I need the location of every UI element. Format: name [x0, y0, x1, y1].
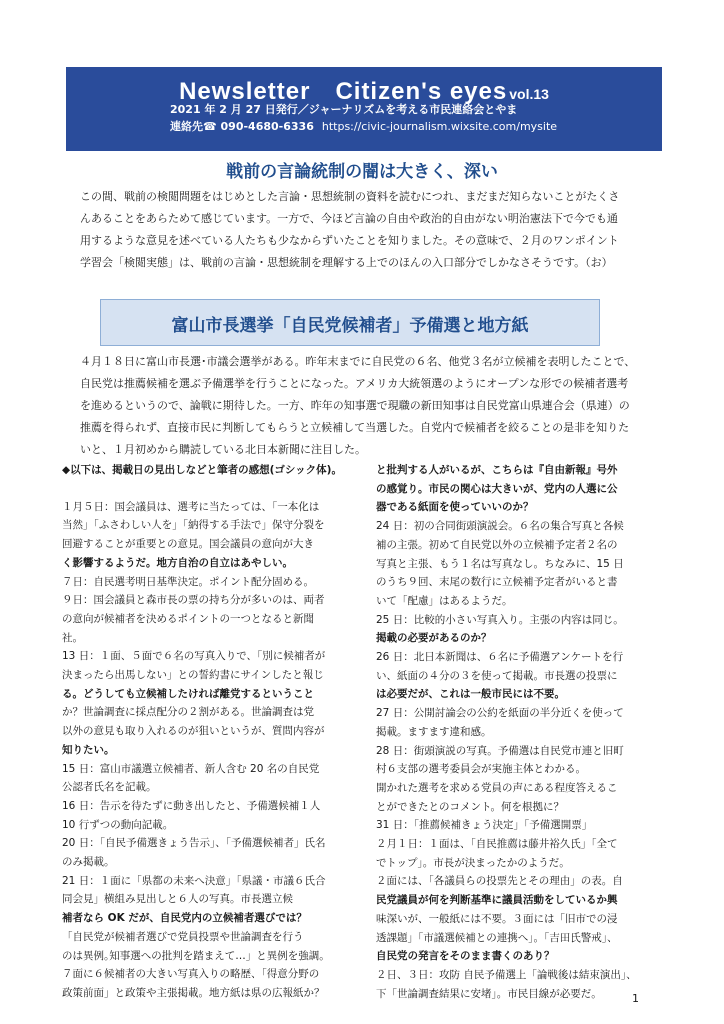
text-line: いて「配慮」はあるようだ。 — [376, 594, 513, 607]
text-line: る。どうしても立候補したければ離党するということ — [62, 687, 314, 700]
text-line: 当然」「ふさわしい人を」「納得する手法で」保守分裂を — [62, 519, 325, 532]
text-line: のうち９回、末尾の数行に立候補予定者がいると書 — [376, 576, 618, 589]
publish-date-line: 2021 年 2 月 27 日発行／ジャーナリズムを考える市民連絡会とやま — [170, 103, 518, 116]
text-line: 学習会「検閲実態」は、戦前の言論・思想統制を理解する上でのほんの入口部分でしかなさそうです。（お） — [80, 256, 613, 269]
text-line: ２面には、「各議員らの投票先とその理由」の表。自 — [376, 875, 623, 888]
text-line: 知りたい。 — [62, 743, 115, 756]
text-line: んあることをあらためて感じています。一方で、今ほど言論の自由や政治的自由がない明治憲法下で今でも通 — [80, 212, 618, 225]
paragraph-gap — [62, 480, 358, 498]
text-line: でトップ」。市長が決まったかのようだ。 — [376, 856, 570, 869]
text-line: 24 日：初の合同街頭演説会。６名の集合写真と各候 — [376, 520, 624, 533]
text-line: く影響するようだ。地方自治の自立はあやしい。 — [62, 556, 293, 569]
article2-right-column — [376, 461, 672, 1003]
text-line: 公認者氏名を記載。 — [62, 781, 157, 794]
contact-phone: 連絡先☎ 090-4680-6336 — [170, 120, 314, 133]
text-line: 民党議員が何を判断基準に議員活動をしているか興 — [376, 894, 618, 907]
text-line: 味深いが、一般紙には不要。３面には「旧市での浸 — [376, 912, 618, 925]
website-url: https://civic-journalism.wixsite.com/mysite — [321, 120, 558, 133]
text-line: 自民党は推薦候補を選ぶ予備選挙を行うことになった。アメリカ大統領選のようにオープンな形での候補者選考 — [80, 377, 629, 390]
text-line: か？世論調査に採点配分の２割がある。世論調査は党 — [62, 706, 314, 719]
text-line: い、紙面の４分の３を使って掲載。市長選の投票に — [376, 669, 618, 682]
text-line: 補の主張。初めて自民党以外の立候補予定者２名の — [376, 538, 618, 551]
text-line: と批判する人がいるが、こちらは『自由新報』号外 — [376, 464, 618, 476]
text-line: ４月１８日に富山市長選･市議会選挙がある。昨年末までに自民党の６名、他党３名が立候補を表明したことで、 — [80, 355, 636, 368]
text-line: 政策前面」と政策や主張掲載。地方紙は県の広報紙か？ — [62, 986, 325, 999]
volume-label: vol.13 — [509, 86, 549, 102]
text-line: ９日：国会議員と森市長の票の持ち分が多いのは、両者 — [62, 594, 325, 607]
text-line: 20 日：「自民予備選きょう告示」、「予備選候補者」氏名 — [62, 837, 326, 850]
text-line: 同会見」横組み見出しと６人の写真。市長選立候 — [62, 893, 293, 906]
text-line: この間、戦前の検閲問題をはじめとした言論・思想統制の資料を読むにつれ、まだまだ知らないことがたくさ — [80, 190, 620, 203]
text-line: 掲載の必要があるのか？ — [376, 632, 492, 645]
text-line: は必要だが、これは一般市民には不要。 — [376, 688, 565, 701]
text-line: 補者なら OK だが、自民党内の立候補者選びでは？ — [62, 912, 307, 925]
text-line: 透課題」「市議選候補との連携へ」。「吉田氏警戒」、 — [376, 931, 618, 944]
text-line: 自民党の発言をそのまま書くのあり？ — [376, 950, 555, 963]
text-line: 回避することが重要との意見。国会議員の意向が大き — [62, 538, 314, 551]
title-text: Newsletter Citizen's eyes — [179, 78, 508, 105]
text-line: 27 日：公開討論会の公約を紙面の半分近くを使って — [376, 707, 624, 720]
text-line: 「自民党が候補者選びで党員投票や世論調査を行う — [62, 930, 304, 943]
text-line: 15 日：富山市議選立候補者、新人含む 20 名の自民党 — [62, 762, 320, 775]
article2-title: 富山市長選挙「自民党候補者」予備選と地方紙 — [171, 316, 529, 336]
text-line: ◆以下は、掲載日の見出しなどと筆者の感想(ゴシック体)。 — [62, 464, 342, 476]
text-line: 社。 — [62, 631, 83, 644]
text-line: 26 日：北日本新聞は、６名に予備選アンケートを行 — [376, 651, 624, 664]
text-line: いと、１月初めから購読している北日本新聞に注目した。 — [80, 443, 366, 456]
text-line: 下「世論調査結果に安堵」。市民目線が必要だ。 — [376, 987, 602, 1000]
page-number: 1 — [632, 992, 639, 1005]
text-line: のみ掲載。 — [62, 856, 115, 869]
article2-left-column — [62, 461, 358, 1003]
text-line: 21 日：１面に「県都の未来へ決意」「県議・市議６氏合 — [62, 874, 326, 887]
text-line: ７面に６候補者の大きい写真入りの略歴、「得意分野の — [62, 968, 320, 981]
text-line: 写真と主張、もう１名は写真なし。ちなみに、15 日 — [376, 557, 624, 570]
text-line: 決まったら出馬しない」との誓約書にサインしたと報じ — [62, 669, 324, 682]
text-line: 10 行ずつの動向記載。 — [62, 818, 174, 831]
text-line: とができたとのコメント。何を根拠に？ — [376, 800, 565, 813]
article1-body — [80, 186, 680, 274]
text-line: 推薦を得られず、直接市民に判断してもらうと立候補して当選した。自党内で候補者を絞ることの是非を知りた — [80, 421, 630, 434]
text-line: １月５日：国会議員は、選考に当たっては、「一本化は — [62, 500, 320, 513]
text-line: の感覚り。市民の関心は大きいが、党内の人選に公 — [376, 482, 618, 495]
text-line: ２日、３日：攻防 自民予備選上「論戦後は結束演出」、 — [376, 968, 637, 981]
text-line: のは異例｡知事選への批判を踏まえて…」と異例を強調。 — [62, 949, 330, 962]
text-line: 25 日：比較的小さい写真入り。主張の内容は同じ。 — [376, 613, 624, 626]
text-line: 器である紙面を使っていいのか？ — [376, 501, 534, 514]
article1-title: 戦前の言論統制の闇は大きく、深い — [226, 162, 498, 182]
text-line: 用するような意見を述べている人たちも少なからずいたことを知りました。その意味で、２月のワンポイント — [80, 234, 619, 247]
text-line: を進めるというので、論戦に期待した。一方、昨年の知事選で現職の新田知事は自民党富山県連合会（県連）の — [80, 399, 630, 412]
text-line: 掲載。ますます違和感。 — [376, 725, 492, 738]
text-line: ７日：自民選考明日基準決定。ポイント配分固める。 — [62, 575, 314, 588]
article2-intro — [80, 351, 680, 461]
text-line: 31 日：「推薦候補きょう決定」「予備選開票」 — [376, 819, 593, 832]
contact-line — [170, 118, 557, 134]
text-line: 28 日：街頭演説の写真。予備選は自民党市連と旧町 — [376, 744, 624, 757]
text-line: ２月１日：１面は、「自民推薦は藤井裕久氏」「全て — [376, 838, 618, 851]
text-line: の意向が候補者を決めるポイントの一つとなると新聞 — [62, 612, 314, 625]
text-line: 16 日：告示を待たずに動き出したと、予備選候補１人 — [62, 799, 321, 812]
text-line: 村６支部の選考委員会が実施主体とわかる。 — [376, 763, 586, 776]
text-line: 開かれた選考を求める党員の声にある程度答えるこ — [376, 781, 618, 794]
text-line: 以外の意見も取り入れるのが狙いというが、質問内容が — [62, 725, 325, 738]
text-line: 13 日：１面、５面で６名の写真入りで、「別に候補者が — [62, 650, 326, 663]
newsletter-banner — [66, 67, 662, 151]
